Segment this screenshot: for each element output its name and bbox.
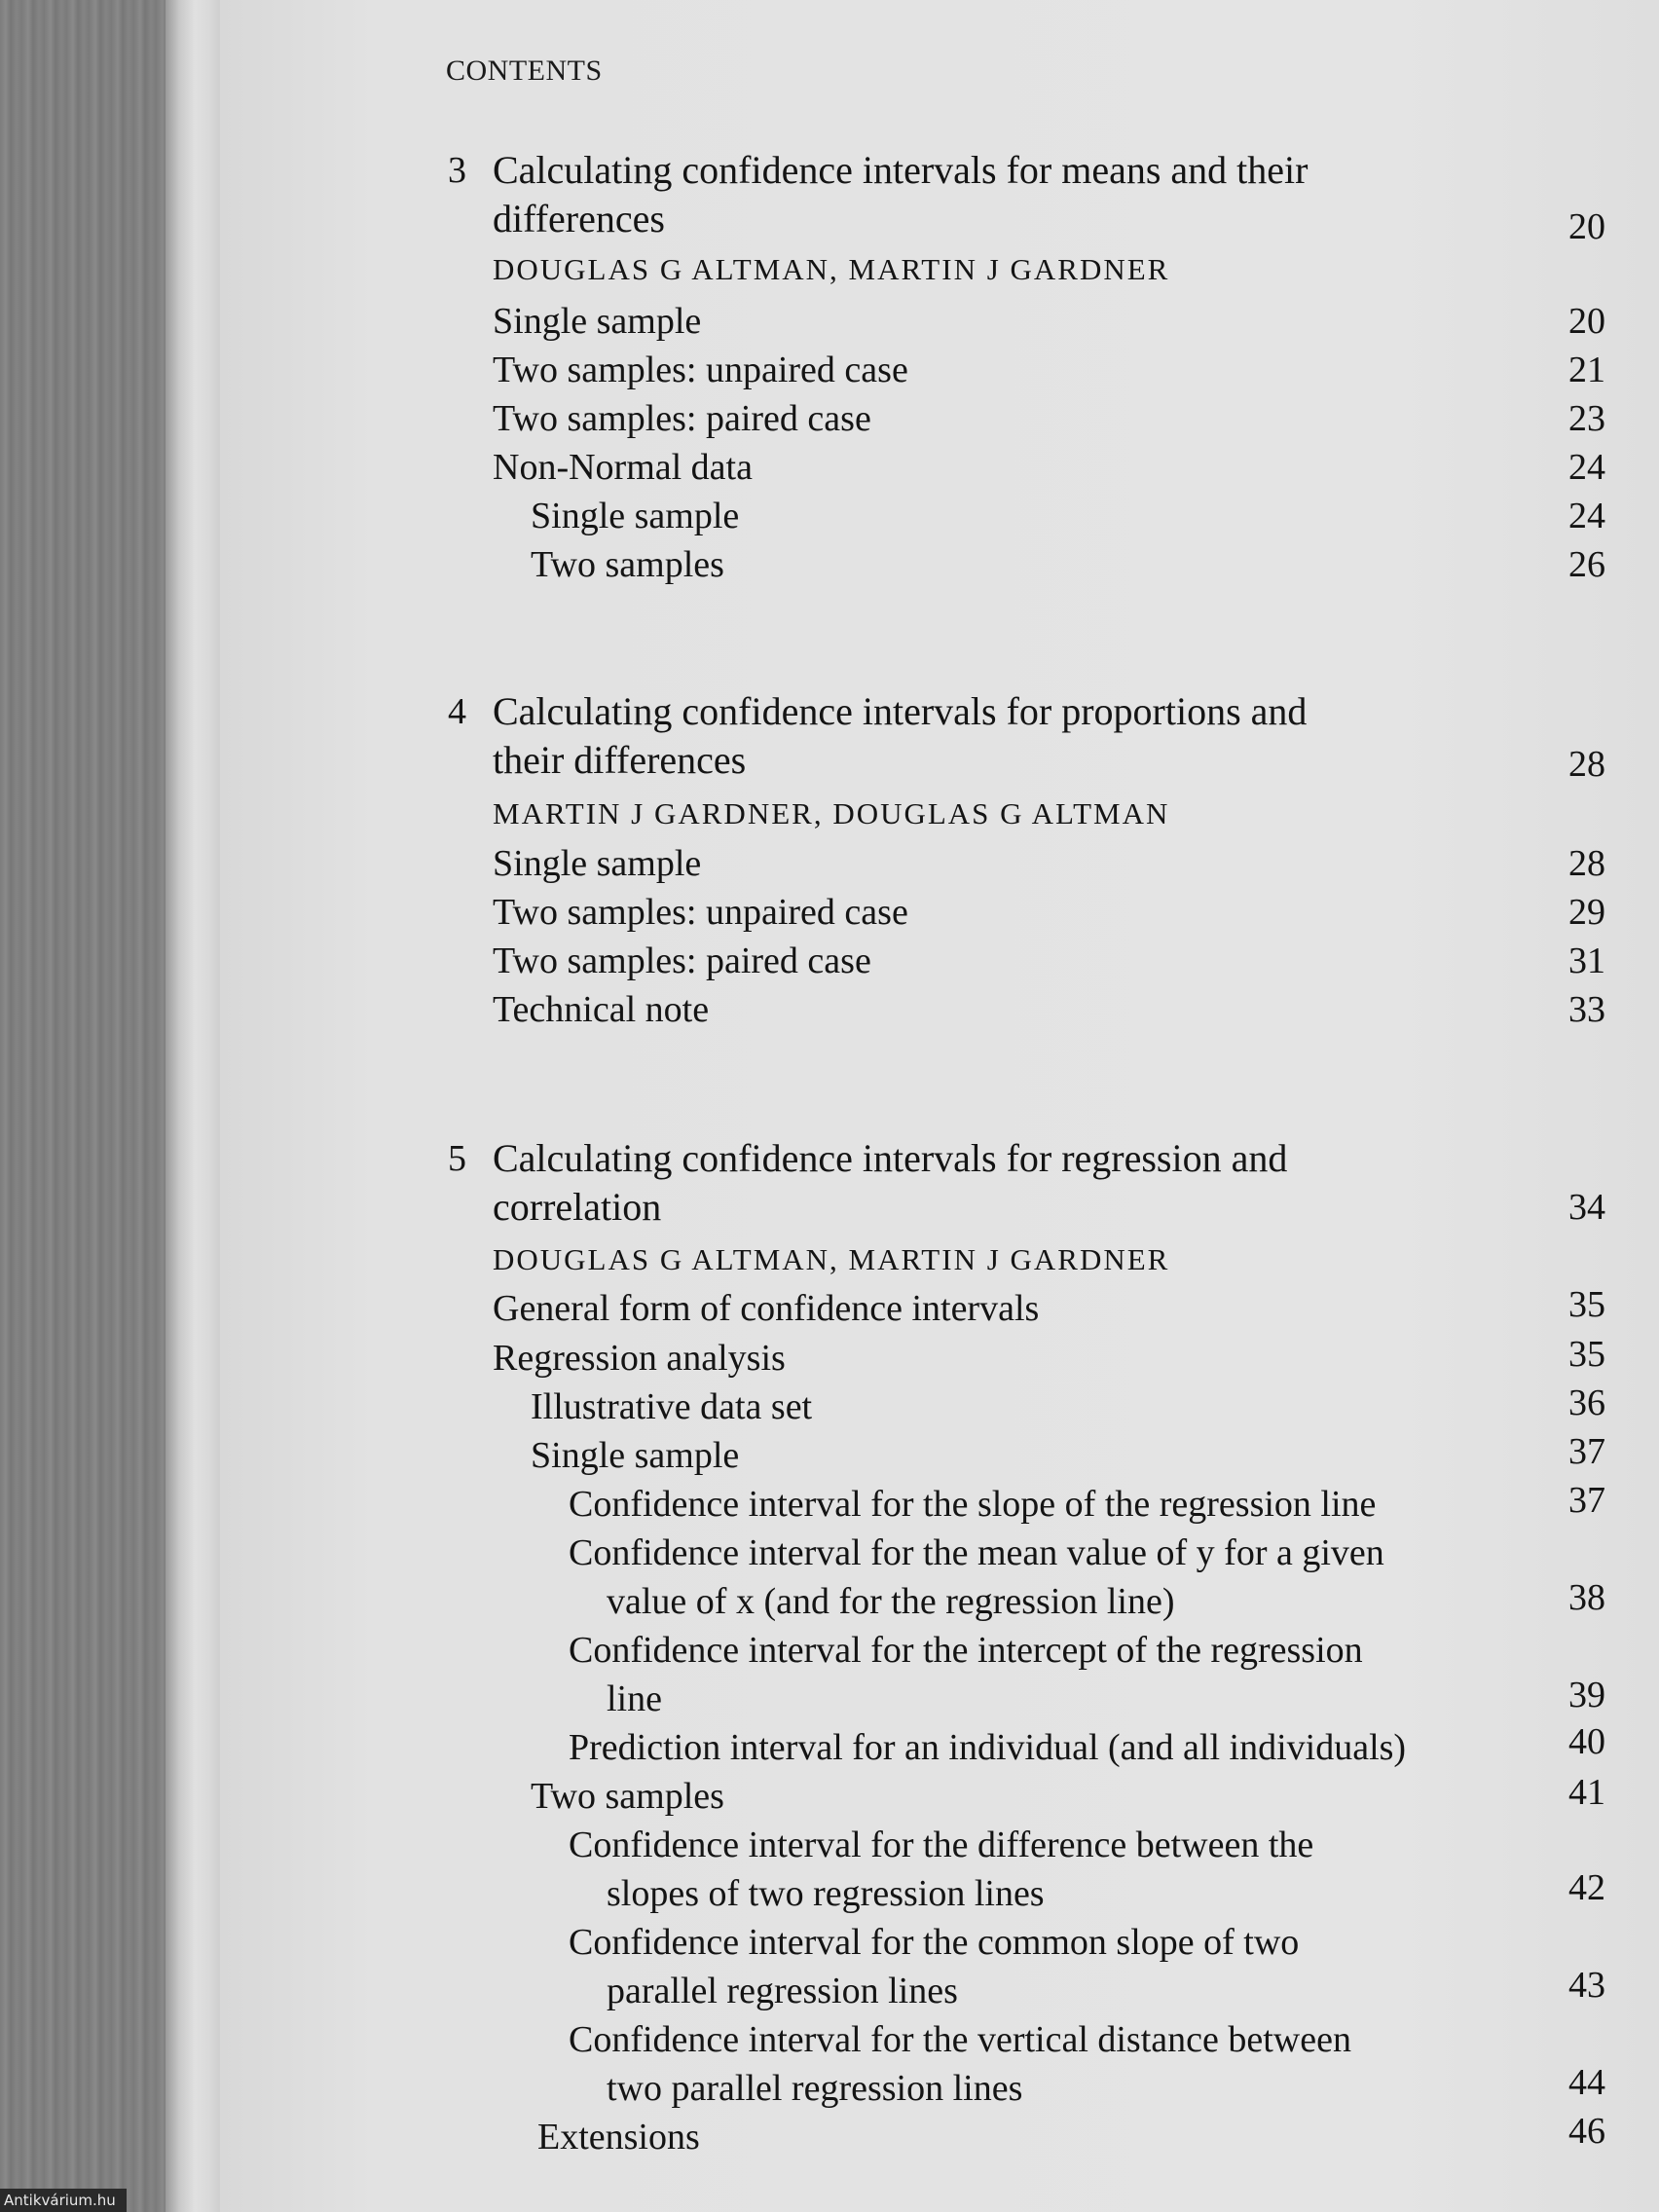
toc-entry [0,2016,1659,2063]
entry-text: Confidence interval for the common slope of two [569,1922,1300,1963]
entry-text-cont: two parallel regression lines [607,2068,1023,2109]
chapter-4-heading-cont [0,737,1659,784]
toc-entry [0,1627,1659,1674]
page-number: 43 [1568,1965,1605,2006]
toc-entry [0,541,1659,588]
toc-entry-cont [0,2062,1659,2112]
page-number: 36 [1568,1382,1605,1423]
entry-text: Single sample [531,1435,740,1476]
toc-entry [0,1530,1659,1576]
chapter-title-cont: their differences [493,738,747,782]
toc-entry [0,986,1659,1033]
toc-entry-cont [0,1867,1659,1917]
toc-entry [0,1721,1659,1771]
entry-text: Illustrative data set [531,1386,813,1427]
entry-text-cont: parallel regression lines [607,1971,958,2011]
chapter-3-heading [0,147,1659,194]
page-number: 35 [1568,1334,1605,1375]
page-number: 35 [1568,1284,1605,1325]
chapter-number: 4 [448,691,466,732]
entry-text: Non-Normal data [493,447,753,488]
toc-entry [0,1481,1659,1528]
authors: DOUGLAS G ALTMAN, MARTIN J GARDNER [493,252,1170,286]
page-number: 26 [1568,544,1605,585]
authors: DOUGLAS G ALTMAN, MARTIN J GARDNER [493,1242,1170,1276]
entry-text: Two samples [531,1776,724,1817]
page-number: 21 [1568,350,1605,390]
chapter-title: Calculating confidence intervals for means and their [493,148,1309,192]
chapter-3-heading-cont [0,196,1659,247]
chapter-5-heading-cont [0,1184,1659,1231]
page-number: 20 [1568,206,1605,247]
entry-text: Confidence interval for the mean value of y for a given [569,1532,1384,1573]
watermark: Antikvárium.hu [0,2189,127,2212]
page-number: 38 [1568,1577,1605,1618]
chapter-number: 3 [448,150,466,191]
page-number: 28 [1568,744,1605,785]
page-number: 24 [1568,447,1605,488]
entry-text: Two samples: unpaired case [493,350,908,390]
page-number: 33 [1568,989,1605,1030]
running-head: CONTENTS [446,55,603,87]
chapter-title-cont: differences [493,197,665,240]
entry-text: General form of confidence intervals [493,1288,1040,1329]
chapter-3-authors [0,246,1659,293]
entry-text: Confidence interval for the vertical distance between [569,2019,1351,2060]
page-number: 20 [1568,301,1605,342]
entry-text: Confidence interval for the difference between the [569,1825,1314,1865]
page-number: 41 [1568,1772,1605,1813]
page-number: 37 [1568,1431,1605,1472]
toc-entry [0,2111,1659,2160]
toc-entry [0,840,1659,887]
entry-text: Single sample [493,843,702,884]
chapter-title: Calculating confidence intervals for regression and [493,1136,1288,1180]
entry-text-cont: line [607,1678,662,1719]
page-number: 37 [1568,1480,1605,1521]
entry-text: Two samples: paired case [493,398,871,439]
page-number: 46 [1568,2111,1605,2152]
page-number: 23 [1568,398,1605,439]
entry-text: Regression analysis [493,1338,786,1379]
page-number: 39 [1568,1675,1605,1715]
toc-entry [0,1822,1659,1868]
entry-text: Prediction interval for an individual (and all individuals) [569,1727,1407,1768]
chapter-title: Calculating confidence intervals for proportions and [493,689,1308,733]
toc-entry-cont [0,1676,1659,1722]
entry-text: Confidence interval for the intercept of the regression [569,1630,1363,1671]
toc-entry [0,1335,1659,1382]
entry-text: Two samples: paired case [493,940,871,981]
chapter-number: 5 [448,1138,466,1179]
toc-entry [0,938,1659,984]
toc-entry [0,1773,1659,1820]
entry-text-cont: value of x (and for the regression line) [607,1581,1175,1622]
toc-entry [0,1383,1659,1430]
page-number: 44 [1568,2062,1605,2103]
toc-entry [0,889,1659,936]
chapter-5-heading [0,1135,1659,1182]
chapter-5-authors [0,1236,1659,1283]
authors: MARTIN J GARDNER, DOUGLAS G ALTMAN [493,796,1170,830]
page-number: 31 [1568,940,1605,981]
entry-text: Technical note [493,989,710,1030]
toc-entry [0,298,1659,345]
entry-text: Two samples: unpaired case [493,892,908,933]
toc-entry [0,1285,1659,1332]
toc-entry [0,347,1659,393]
toc-entry [0,493,1659,539]
entry-text-cont: slopes of two regression lines [607,1873,1045,1914]
entry-text: Single sample [531,496,740,536]
page-number: 42 [1568,1867,1605,1908]
page-number: 28 [1568,843,1605,884]
page-number: 24 [1568,496,1605,536]
chapter-4-heading [0,688,1659,735]
toc-entry [0,444,1659,491]
entry-text: Confidence interval for the slope of the regression line [569,1484,1377,1525]
toc-entry-cont [0,1578,1659,1625]
page-number: 29 [1568,892,1605,933]
page-number: 40 [1568,1721,1605,1762]
entry-text: Two samples [531,544,724,585]
entry-text: Single sample [493,301,702,342]
entry-text: Extensions [537,2117,700,2157]
toc-entry [0,1919,1659,1966]
toc-entry-cont [0,1965,1659,2014]
chapter-title-cont: correlation [493,1185,662,1229]
toc-entry [0,395,1659,442]
page-number: 34 [1568,1187,1605,1228]
toc-entry [0,1432,1659,1479]
chapter-4-authors [0,791,1659,837]
